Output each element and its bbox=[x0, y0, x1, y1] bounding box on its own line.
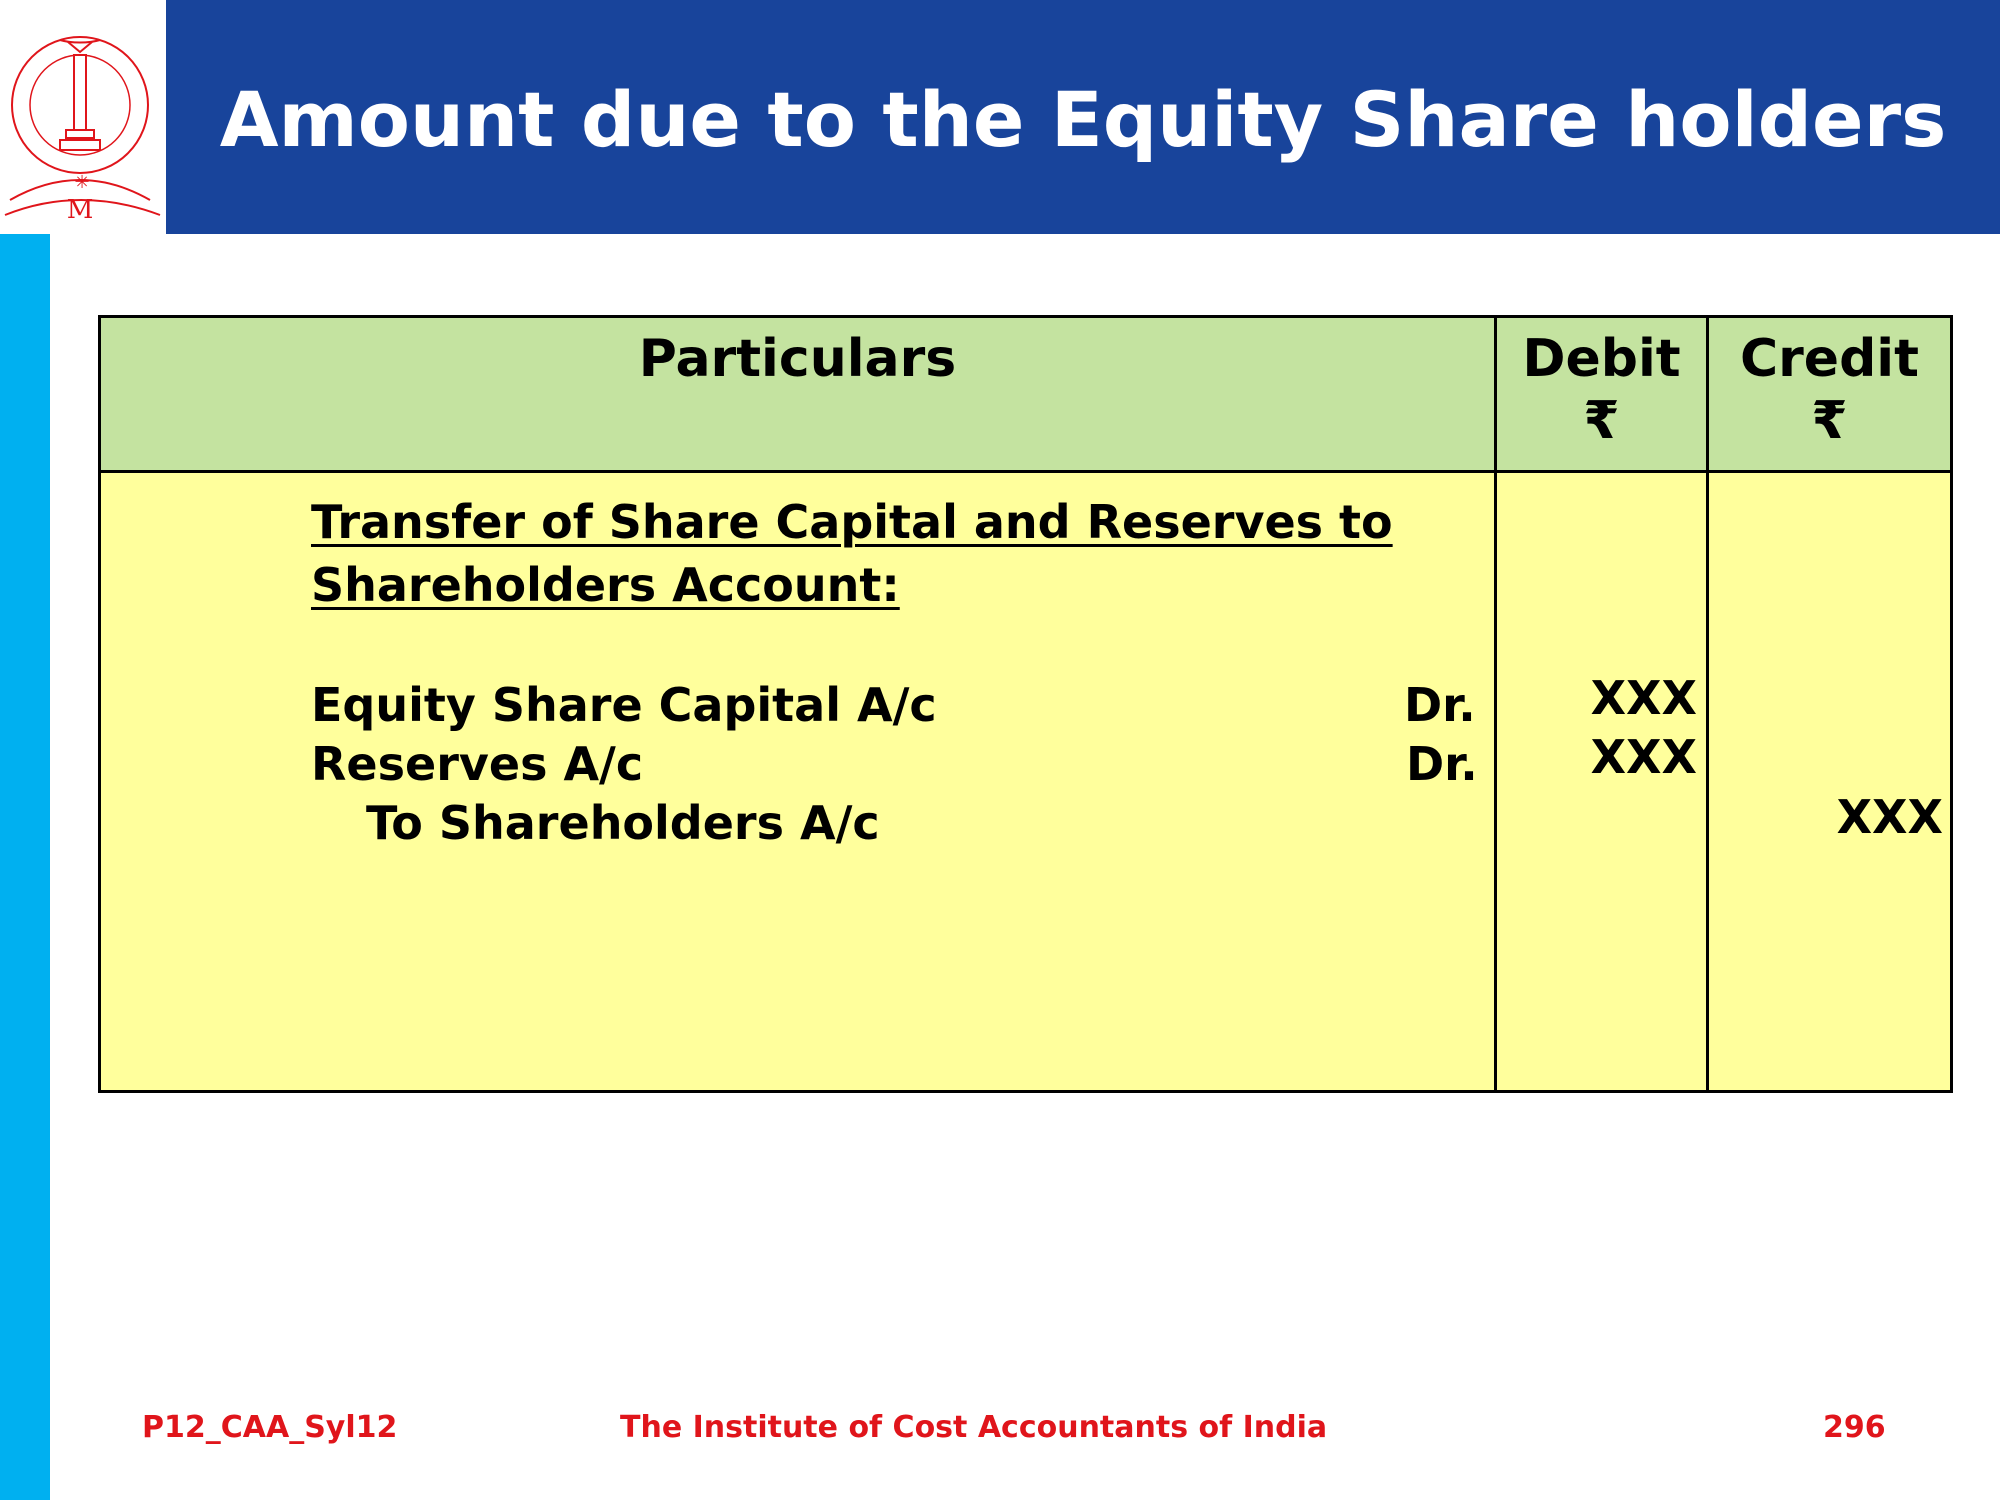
footer-page-number: 296 bbox=[1823, 1410, 1886, 1445]
entry-heading-line1: Transfer of Share Capital and Reserves to bbox=[311, 495, 1393, 549]
institute-logo bbox=[0, 0, 166, 234]
entry-debit-amount: XXX bbox=[1590, 671, 1697, 725]
footer-institute-name: The Institute of Cost Accountants of India bbox=[620, 1410, 1328, 1445]
debit-header bbox=[1497, 328, 1706, 452]
svg-text:M: M bbox=[66, 195, 94, 225]
credit-header-label: Credit bbox=[1740, 329, 1919, 389]
slide-title: Amount due to the Equity Share holders bbox=[219, 75, 1947, 164]
journal-entry-table bbox=[98, 315, 1953, 1093]
svg-text:✳: ✳ bbox=[74, 172, 90, 193]
debit-currency-symbol: ₹ bbox=[1583, 391, 1620, 451]
side-accent-bar bbox=[0, 234, 50, 1500]
entry-particulars: Equity Share Capital A/c bbox=[311, 678, 937, 732]
particulars-header: Particulars bbox=[638, 329, 957, 389]
footer-course-code: P12_CAA_Syl12 bbox=[142, 1410, 398, 1445]
entry-dr-label: Dr. bbox=[1406, 737, 1478, 791]
credit-currency-symbol: ₹ bbox=[1811, 391, 1848, 451]
entry-heading-line2: Shareholders Account: bbox=[311, 558, 900, 612]
institute-seal-icon bbox=[0, 0, 166, 234]
credit-header bbox=[1709, 328, 1950, 452]
entry-debit-amount: XXX bbox=[1590, 730, 1697, 784]
entry-dr-label: Dr. bbox=[1404, 678, 1476, 732]
entry-particulars: To Shareholders A/c bbox=[366, 796, 880, 850]
entry-particulars: Reserves A/c bbox=[311, 737, 644, 791]
entry-credit-amount: XXX bbox=[1836, 790, 1943, 844]
debit-header-label: Debit bbox=[1522, 329, 1681, 389]
